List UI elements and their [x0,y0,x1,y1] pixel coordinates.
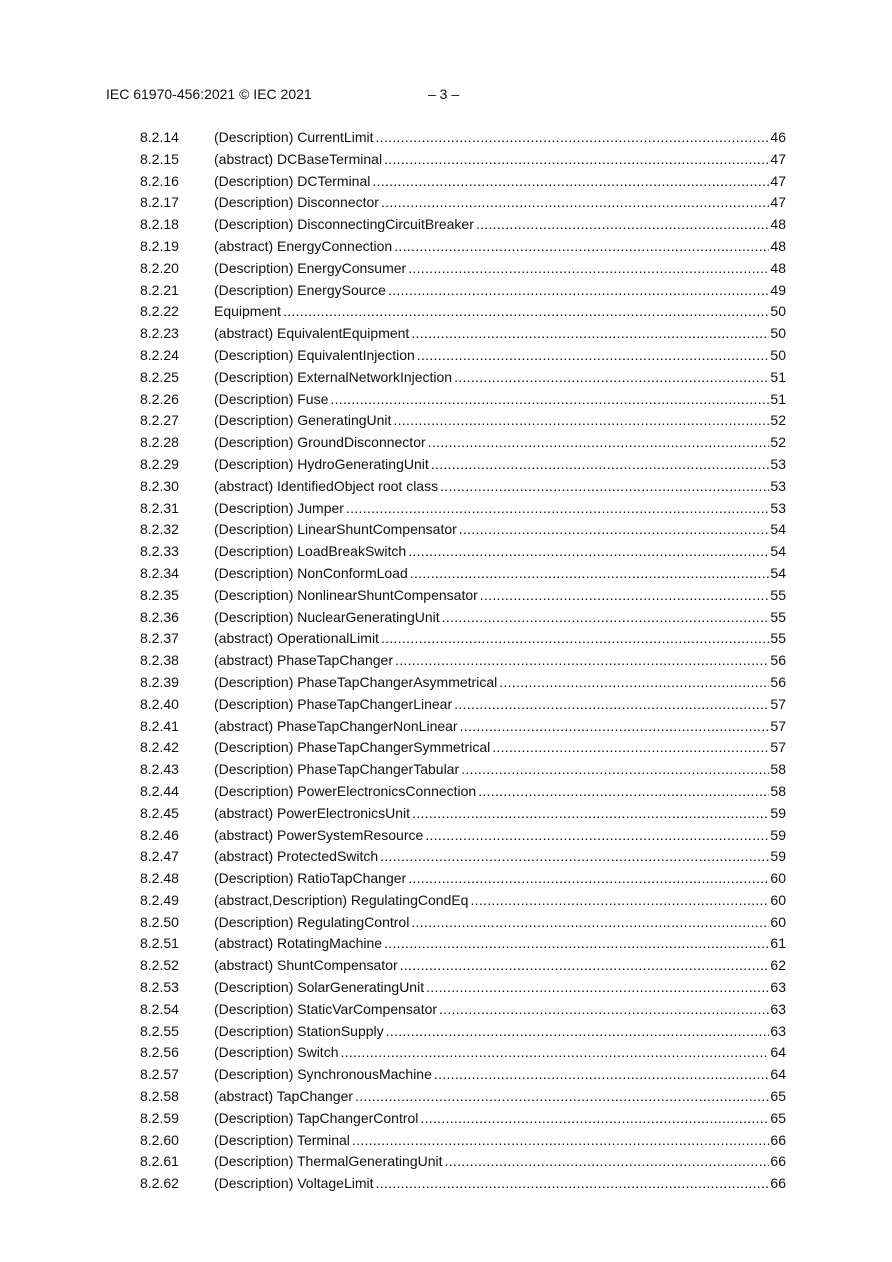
toc-entry-page: 48 [770,259,786,276]
toc-entry-title: (Description) StationSupply [214,1022,384,1039]
toc-entry-page: 59 [770,826,786,843]
toc-entry[interactable] [140,846,786,868]
document-id: IEC 61970-456:2021 © IEC 2021 [106,86,312,102]
toc-dot-leader [440,476,769,498]
toc-dot-leader [386,1021,770,1043]
toc-dot-leader [408,258,769,280]
toc-entry-title: (Description) LinearShuntCompensator [214,521,457,538]
toc-entry[interactable] [140,236,786,258]
toc-entry-title: (abstract) DCBaseTerminal [214,150,383,167]
toc-entry[interactable] [140,825,786,847]
toc-entry[interactable] [140,781,786,803]
toc-entry-title: Equipment [214,303,281,320]
toc-dot-leader [346,498,769,520]
toc-entry-title: (Description) TapChangerControl [214,1109,419,1126]
toc-entry-number: 8.2.25 [140,368,179,385]
toc-entry-page: 52 [770,412,786,429]
toc-entry[interactable] [140,912,786,934]
toc-dot-leader [480,585,770,607]
toc-entry-number: 8.2.32 [140,521,179,538]
toc-dot-leader [340,1042,769,1064]
toc-entry[interactable] [140,999,786,1021]
toc-entry[interactable] [140,759,786,781]
toc-entry-page: 47 [770,194,786,211]
toc-entry-number: 8.2.24 [140,346,179,363]
toc-dot-leader [355,1086,769,1108]
toc-dot-leader [417,345,770,367]
toc-entry-page: 51 [770,390,786,407]
toc-entry-title: (Description) NonlinearShuntCompensator [214,586,478,603]
toc-entry[interactable] [140,258,786,280]
toc-dot-leader [411,912,769,934]
toc-entry-page: 62 [770,957,786,974]
toc-entry-title: (Description) PhaseTapChangerSymmetrical [214,739,491,756]
toc-entry-page: 60 [770,891,786,908]
toc-entry-title: (Description) EnergySource [214,281,386,298]
toc-entry-number: 8.2.46 [140,826,179,843]
toc-dot-leader [394,236,769,258]
toc-entry-title: (Description) Disconnector [214,194,379,211]
toc-dot-leader [434,1064,770,1086]
toc-dot-leader [412,803,769,825]
toc-dot-leader [454,367,769,389]
toc-entry-number: 8.2.51 [140,935,179,952]
toc-entry-title: (Description) DisconnectingCircuitBreaker [214,216,474,233]
toc-entry-number: 8.2.35 [140,586,179,603]
toc-entry-page: 57 [770,717,786,734]
toc-entry-title: (Description) DCTerminal [214,172,371,189]
toc-entry-number: 8.2.20 [140,259,179,276]
toc-entry-page: 48 [770,237,786,254]
toc-entry-number: 8.2.21 [140,281,179,298]
toc-entry-title: (abstract) RotatingMachine [214,935,383,952]
toc-dot-leader [408,541,769,563]
toc-entry-page: 54 [770,543,786,560]
toc-dot-leader [445,1151,770,1173]
toc-entry-title: (Description) SolarGeneratingUnit [214,979,425,996]
toc-dot-leader [376,1173,770,1195]
toc-entry[interactable] [140,1151,786,1173]
toc-entry-page: 58 [770,761,786,778]
toc-entry-title: (Description) StaticVarCompensator [214,1000,438,1017]
toc-dot-leader [420,1108,769,1130]
toc-dot-leader [384,933,769,955]
toc-entry-title: (abstract) TapChanger [214,1088,354,1105]
toc-entry-page: 59 [770,848,786,865]
toc-entry-number: 8.2.62 [140,1175,179,1192]
toc-entry-number: 8.2.49 [140,891,179,908]
toc-dot-leader [454,694,769,716]
toc-entry-number: 8.2.44 [140,782,179,799]
toc-entry-number: 8.2.61 [140,1153,179,1170]
toc-entry-number: 8.2.58 [140,1088,179,1105]
toc-entry-number: 8.2.17 [140,194,179,211]
toc-entry-title: (abstract) PowerElectronicsUnit [214,804,411,821]
toc-entry-page: 46 [770,129,786,145]
toc-entry-title: (abstract) PowerSystemResource [214,826,424,843]
toc-entry-page: 50 [770,303,786,320]
toc-entry[interactable] [140,890,786,912]
toc-entry-title: (abstract) IdentifiedObject root class [214,477,439,494]
toc-entry-title: (Description) LoadBreakSwitch [214,543,407,560]
toc-entry[interactable] [140,607,786,629]
toc-entry[interactable] [140,345,786,367]
toc-dot-leader [380,846,769,868]
toc-entry-number: 8.2.60 [140,1131,179,1148]
toc-entry-page: 56 [770,652,786,669]
toc-entry-number: 8.2.50 [140,913,179,930]
toc-entry-page: 65 [770,1088,786,1105]
toc-entry-page: 53 [770,455,786,472]
toc-entry[interactable] [140,214,786,236]
toc-entry-number: 8.2.22 [140,303,179,320]
toc-entry-title: (Description) EnergyConsumer [214,259,407,276]
toc-entry[interactable] [140,1108,786,1130]
toc-dot-leader [381,628,769,650]
toc-entry-page: 55 [770,586,786,603]
toc-entry-number: 8.2.28 [140,434,179,451]
toc-entry[interactable] [140,432,786,454]
toc-entry-page: 59 [770,804,786,821]
toc-entry-title: (Description) RatioTapChanger [214,870,407,887]
toc-entry-title: (Description) SynchronousMachine [214,1066,432,1083]
toc-entry-page: 50 [770,346,786,363]
toc-entry-number: 8.2.38 [140,652,179,669]
toc-entry-number: 8.2.53 [140,979,179,996]
toc-entry[interactable] [140,367,786,389]
toc-dot-leader [384,149,769,171]
toc-dot-leader [352,1130,770,1152]
toc-dot-leader [330,389,769,411]
toc-entry-number: 8.2.26 [140,390,179,407]
toc-entry-number: 8.2.47 [140,848,179,865]
toc-entry-number: 8.2.15 [140,150,179,167]
toc-dot-leader [470,890,769,912]
toc-entry[interactable] [140,803,786,825]
toc-entry-title: (abstract) EquivalentEquipment [214,325,410,342]
toc-entry-page: 66 [770,1131,786,1148]
toc-entry-page: 54 [770,521,786,538]
toc-dot-leader [408,868,769,890]
toc-entry[interactable] [140,454,786,476]
toc-entry-number: 8.2.29 [140,455,179,472]
toc-entry-number: 8.2.27 [140,412,179,429]
toc-entry-page: 48 [770,216,786,233]
toc-entry[interactable] [140,933,786,955]
toc-entry[interactable] [140,1173,786,1195]
toc-entry[interactable] [140,977,786,999]
toc-entry-page: 57 [770,695,786,712]
toc-entry-page: 50 [770,325,786,342]
toc-entry-number: 8.2.43 [140,761,179,778]
toc-dot-leader [476,214,770,236]
toc-entry-title: (Description) EquivalentInjection [214,346,415,363]
toc-entry-number: 8.2.59 [140,1109,179,1126]
toc-dot-leader [411,323,769,345]
toc-entry[interactable] [140,672,786,694]
toc-entry[interactable] [140,541,786,563]
toc-entry-page: 53 [770,499,786,516]
toc-entry-number: 8.2.42 [140,739,179,756]
toc-entry-page: 60 [770,870,786,887]
toc-entry-title: (Description) ThermalGeneratingUnit [214,1153,443,1170]
toc-dot-leader [431,454,770,476]
toc-entry-number: 8.2.57 [140,1066,179,1083]
toc-entry[interactable] [140,301,786,323]
toc-entry-number: 8.2.19 [140,237,179,254]
toc-entry[interactable] [140,650,786,672]
toc-entry-page: 55 [770,630,786,647]
toc-entry-title: (Description) Jumper [214,499,344,516]
toc-entry-title: (Description) RegulatingControl [214,913,410,930]
toc-entry-number: 8.2.36 [140,608,179,625]
toc-entry-title: (abstract) EnergyConnection [214,237,393,254]
toc-dot-leader [460,716,770,738]
toc-entry[interactable] [140,1064,786,1086]
toc-entry-page: 63 [770,1022,786,1039]
toc-entry-title: (abstract,Description) RegulatingCondEq [214,891,469,908]
toc-entry-page: 55 [770,608,786,625]
toc-dot-leader [461,759,769,781]
toc-entry-number: 8.2.14 [140,129,179,145]
toc-entry-title: (abstract) PhaseTapChanger [214,652,393,669]
toc-dot-leader [410,563,770,585]
toc-entry[interactable] [140,563,786,585]
toc-entry-page: 66 [770,1175,786,1192]
toc-dot-leader [442,607,770,629]
toc-dot-leader [478,781,769,803]
toc-entry-title: (Description) GeneratingUnit [214,412,392,429]
toc-entry-title: (abstract) OperationalLimit [214,630,379,647]
toc-dot-leader [459,519,770,541]
toc-entry-page: 58 [770,782,786,799]
toc-entry-title: (Description) NuclearGeneratingUnit [214,608,440,625]
toc-entry[interactable] [140,1042,786,1064]
toc-entry[interactable] [140,955,786,977]
toc-entry[interactable] [140,389,786,411]
toc-entry[interactable] [140,694,786,716]
toc-entry-title: (abstract) ShuntCompensator [214,957,398,974]
toc-entry-number: 8.2.56 [140,1044,179,1061]
toc-entry[interactable] [140,737,786,759]
toc-entry-title: (Description) HydroGeneratingUnit [214,455,429,472]
toc-entry[interactable] [140,585,786,607]
toc-entry-page: 61 [770,935,786,952]
toc-entry-page: 47 [770,172,786,189]
toc-entry-number: 8.2.40 [140,695,179,712]
toc-entry-page: 49 [770,281,786,298]
toc-dot-leader [372,171,769,193]
toc-dot-leader [395,650,769,672]
toc-entry-number: 8.2.37 [140,630,179,647]
page-header [106,86,806,104]
toc-entry[interactable] [140,410,786,432]
toc-entry-page: 47 [770,150,786,167]
toc-entry-number: 8.2.54 [140,1000,179,1017]
toc-entry-number: 8.2.39 [140,673,179,690]
toc-entry-number: 8.2.41 [140,717,179,734]
toc-entry-page: 54 [770,564,786,581]
toc-entry[interactable] [140,323,786,345]
toc-entry-page: 65 [770,1109,786,1126]
toc-entry-number: 8.2.55 [140,1022,179,1039]
toc-dot-leader [375,127,769,149]
toc-entry-page: 53 [770,477,786,494]
toc-dot-leader [381,192,769,214]
toc-entry[interactable] [140,127,786,149]
toc-entry-title: (Description) PhaseTapChangerTabular [214,761,460,778]
toc-entry-number: 8.2.18 [140,216,179,233]
toc-dot-leader [439,999,769,1021]
toc-dot-leader [393,410,769,432]
toc-dot-leader [492,737,769,759]
toc-entry-title: (Description) PhaseTapChangerAsymmetrical [214,673,498,690]
toc-entry[interactable] [140,476,786,498]
toc-entry-title: (abstract) PhaseTapChangerNonLinear [214,717,458,734]
toc-entry[interactable] [140,628,786,650]
toc-entry[interactable] [140,149,786,171]
toc-entry[interactable] [140,1130,786,1152]
toc-entry-number: 8.2.34 [140,564,179,581]
toc-entry-number: 8.2.16 [140,172,179,189]
toc-entry-number: 8.2.33 [140,543,179,560]
toc-entry-number: 8.2.31 [140,499,179,516]
toc-entry[interactable] [140,280,786,302]
toc-entry-title: (Description) GroundDisconnector [214,434,426,451]
toc-entry-title: (Description) VoltageLimit [214,1175,374,1192]
toc-entry-number: 8.2.30 [140,477,179,494]
toc-dot-leader [428,432,770,454]
toc-entry-page: 51 [770,368,786,385]
toc-dot-leader [283,301,769,323]
toc-entry-page: 52 [770,434,786,451]
toc-entry-page: 57 [770,739,786,756]
toc-entry[interactable] [140,519,786,541]
toc-entry-page: 64 [770,1066,786,1083]
toc-dot-leader [499,672,769,694]
toc-entry-title: (Description) Fuse [214,390,329,407]
toc-entry-page: 63 [770,979,786,996]
toc-entry-title: (Description) NonConformLoad [214,564,408,581]
table-of-contents [140,127,786,1195]
toc-entry-title: (Description) CurrentLimit [214,129,374,145]
toc-entry-number: 8.2.45 [140,804,179,821]
toc-entry-page: 63 [770,1000,786,1017]
toc-entry-page: 60 [770,913,786,930]
toc-entry-page: 64 [770,1044,786,1061]
page-number: – 3 – [428,86,460,102]
toc-entry[interactable] [140,868,786,890]
toc-entry-number: 8.2.23 [140,325,179,342]
toc-entry[interactable] [140,1021,786,1043]
toc-entry[interactable] [140,498,786,520]
toc-entry-title: (abstract) ProtectedSwitch [214,848,379,865]
toc-dot-leader [388,280,769,302]
toc-entry-number: 8.2.48 [140,870,179,887]
toc-dot-leader [426,977,769,999]
toc-entry-title: (Description) ExternalNetworkInjection [214,368,453,385]
toc-entry[interactable] [140,171,786,193]
toc-entry-title: (Description) Switch [214,1044,339,1061]
toc-entry[interactable] [140,716,786,738]
toc-entry-title: (Description) Terminal [214,1131,350,1148]
toc-entry-title: (Description) PhaseTapChangerLinear [214,695,453,712]
toc-entry-page: 66 [770,1153,786,1170]
toc-entry[interactable] [140,192,786,214]
toc-dot-leader [425,825,769,847]
toc-entry[interactable] [140,1086,786,1108]
toc-entry-page: 56 [770,673,786,690]
toc-entry-number: 8.2.52 [140,957,179,974]
toc-entry-title: (Description) PowerElectronicsConnection [214,782,477,799]
toc-dot-leader [400,955,770,977]
